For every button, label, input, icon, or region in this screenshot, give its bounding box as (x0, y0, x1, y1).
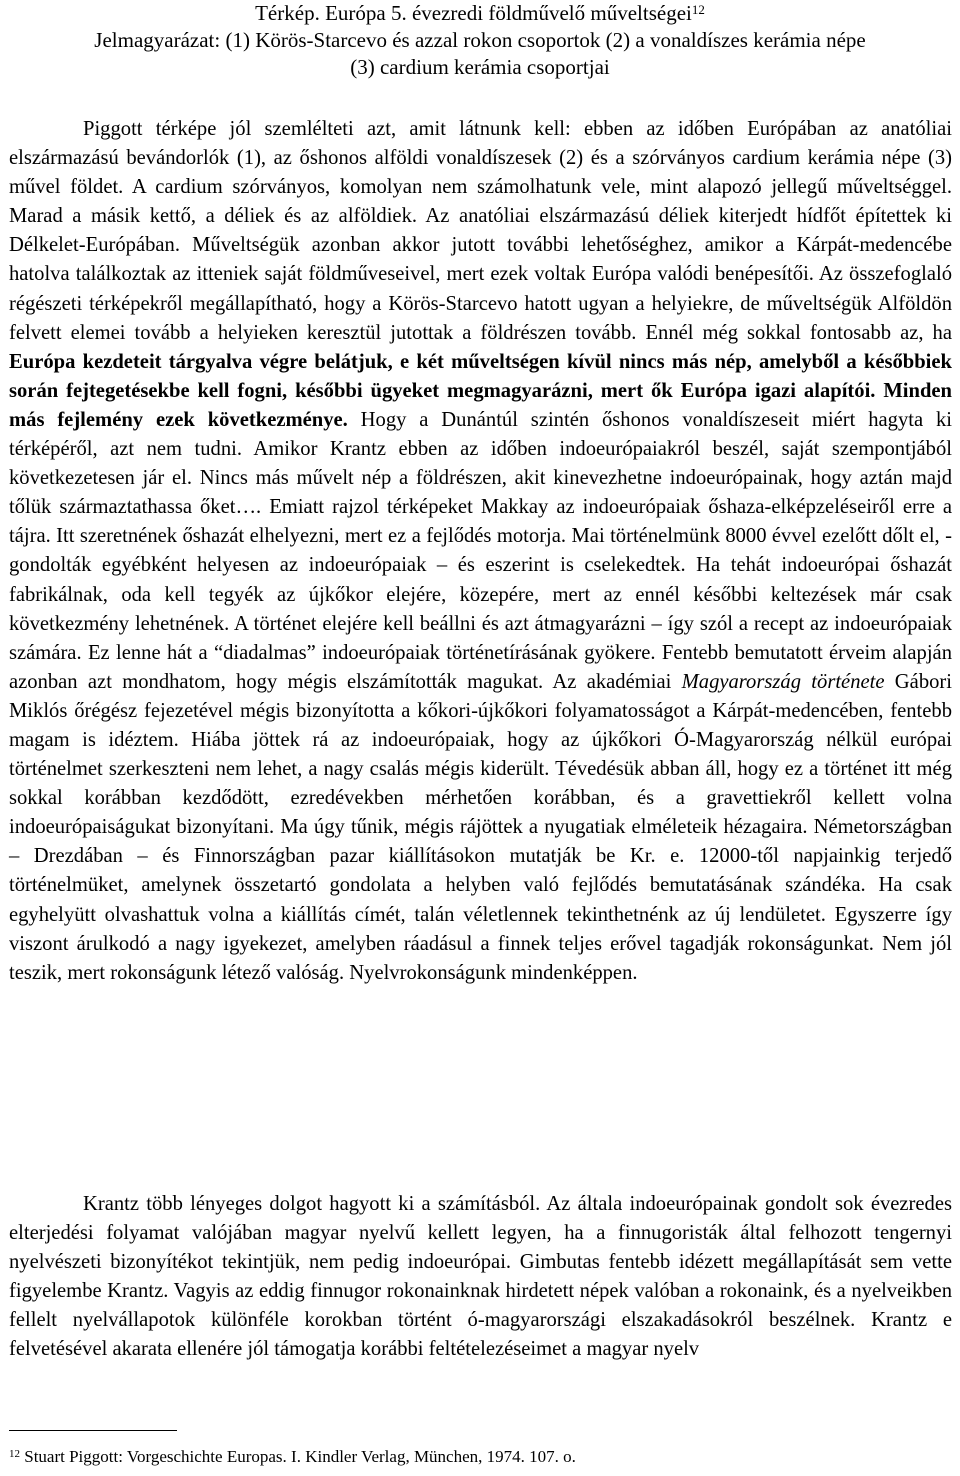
footnote-number: 12 (9, 1448, 20, 1460)
paragraph-second: Krantz több lényeges dolgot hagyott ki a számításból. Az általa indoeurópainak gondolt sok évezredes elterjedési folyamat valójában magyar nyelvű kellett legyen, ha a finnugoristák által felhozott tengernyi nyelvészeti bizonyítékot tekintjük, nem pedig indoeurópai. Gimbutas fentebb idézett megállapítását sem vette figyelembe Krantz. Vagyis az eddig finnugor rokonainknak hirdetett népek valóban a rokonaink, és a nyelveikben fellelt nyelvállapotok különféle korokban történt ó-magyarországi elszakadásokról beszélnek. Krantz e felvetésével akarata ellenére jól támogatja korábbi feltételezéseimet a magyar nyelv (9, 1193, 952, 1361)
paragraph-text: Piggott térképe jól szemlélteti azt, amit látnunk kell: ebben az időben Európában az anatóliai elszármazású bevándorlók (1), az őshonos alföldi vonaldíszesek (2) és a szórványos cardium kerámia népe (3) művel földet. A cardium szórványos, komolyan nem számolhatunk vele, mint alapozó jellegű műveltséggel. Marad a másik kettő, a déliek és az alföldiek. Az anatóliai elszármazású déliek kiterjedt hídfőt építettek ki Délkelet-Európában. Műveltségük azonban akkor jutott további lehetőséghez, amikor a Kárpát-medencébe hatolva találkoztak az itteniek saját földműveseivel, mert ezek voltak Európa valódi benépesítői. Az összefoglaló régészeti térképekről megállapítható, hogy a Körös-Starcevo hatott ugyan a helyiekre, de műveltségük Alföldön felvett elemei tovább a helyieken keresztül jutottak a földrészen tovább. Ennél még sokkal fontosabb az, ha (9, 118, 952, 344)
book-title-italic: Magyarország története (681, 670, 885, 693)
paragraph-text-continued: Hogy a Dunántúl szintén őshonos vonaldíszeseit miért hagyta ki térképéről, azt nem tudni. Amikor Krantz ebben az időben indoeurópaiakról beszél, saját szempontjából következetesen jár el. Nincs más művelt nép a földrészen, akit kinevezhetne indoeurópainak, hogy aztán majd tőlük származtathassa őket…. Emiatt rajzol térképeket Makkay az indoeurópaiak őshaza-elképzeléseiről erre a tájra. Itt szeretnének őshazát elhelyezni, mert ez a fejlődés motorja. Mai történelmünk 8000 évvel ezelőtt dőlt el, - gondolták egyébként helyesen az indoeurópaiak – és eszerint is cselekedtek. Ha tehát indoeurópai őshazát fabrikálnak, oda kell tegyék az újkőkor elejére, közepére, mert az ennél későbbi keltezések már csak következmény lehetnének. A történet elejére kell beállni és azt átmagyarázni – így szól a recept az indoeurópaiak számára. Ez lenne hát a “diadalmas” indoeurópaiak történetírásának gyökere. Fentebb bemutatott érveim alapján azonban azt mondhatom, hogy mégis elszámították magukat. Az akadémiai (9, 408, 952, 693)
map-caption-title (0, 0, 960, 27)
footnote-reference[interactable]: 12 (691, 2, 705, 17)
caption-title-text: Térkép. Európa 5. évezredi földművelő műveltségei (255, 1, 692, 25)
map-legend-line-continued: (3) cardium kerámia csoportjai (350, 55, 610, 79)
footnote (9, 1445, 576, 1469)
footnote-text: Stuart Piggott: Vorgeschichte Europas. I. Kindler Verlag, München, 1974. 107. o. (20, 1447, 576, 1466)
map-legend-line: Jelmagyarázat: (1) Körös-Starcevo és azzal rokon csoportok (2) a vonaldíszes kerámia népe (94, 28, 866, 52)
footnote-separator (9, 1430, 177, 1431)
paragraph-text-end: Gábori Miklós őrégész fejezetével mégis bizonyította a kőkori-újkőkori folyamatosságot a Kárpát-medencében, fentebb magam is idéztem. Hiába jöttek rá az indoeurópaiak, hogy az újkőkori Ó-Magyarország nélkül európai történelmet szerkeszteni nem lehet, a nagy csalás mégis kiderült. Tévedésük abban áll, hogy ez a történet itt még sokkal korábban kezdődött, ezredévekben mérhetően korábban, és a gravettiekről kellett volna indoeurópaiságukat bizonyítani. Ma úgy tűnik, mégis rájöttek a nyugatiak elméleteik hézagaira. Németországban – Drezdában – és Finnországban pazar kiállításokon mutatják be Kr. e. 12000-től napjainkig terjedő történelmüket, amelynek összetartó gondolata a helyben való fejlődés bemutatásának szándéka. Ha csak egyhelyütt olvashattuk volna a kiállítás címét, talán véletlennek tekinthetnénk az új lendületet. Egyszerre így viszont árulkodó a nagy igyekezet, amelyben ráadásul a finnek teljes erővel tagadják rokonságunkat. Nem jól teszik, mert rokonságunk létező valóság. Nyelvrokonságunk mindenképpen. (9, 670, 952, 984)
paragraph-main (9, 115, 952, 988)
bold-emphasis: Európa kezdeteit tárgyalva végre belátjuk, e két műveltségen kívül nincs más nép, amelyből a későbbiek során fejtegetésekbe kell fogni, későbbi ügyeket megmagyarázni, mert ők Európa igazi alapítói. Minden más fejlemény ezek következménye. (9, 350, 952, 431)
